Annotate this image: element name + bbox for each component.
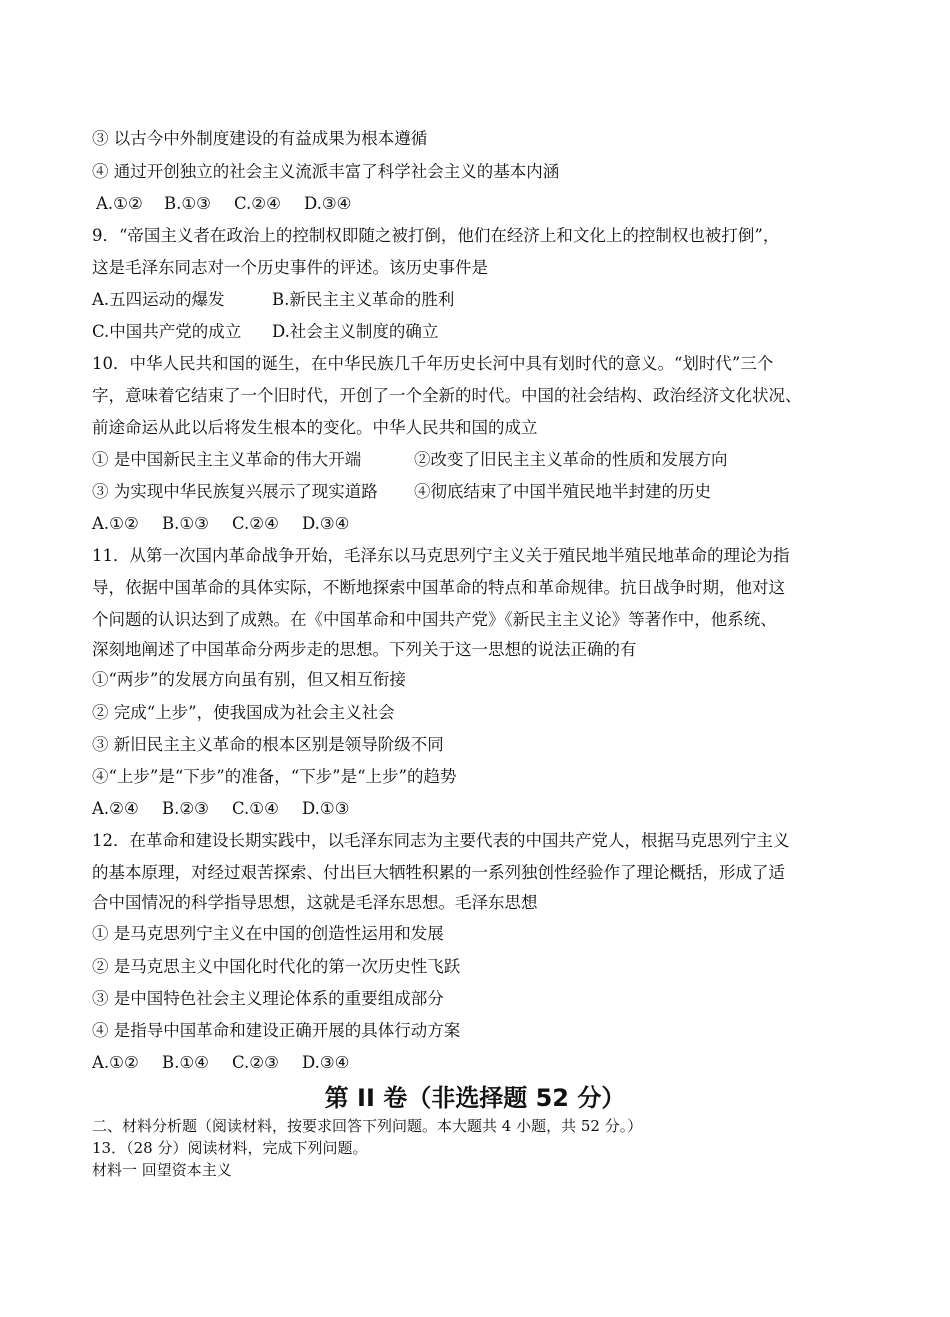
q11-item-2: ② 完成“上步”，使我国成为社会主义社会: [92, 703, 395, 722]
q10-item-2: ②改变了旧民主主义革命的性质和发展方向: [414, 450, 728, 469]
q11-option-b: B.②③: [162, 799, 209, 818]
q12-stem-line-2: 的基本原理，对经过艰苦探索、付出巨大牺牲积累的一系列独创性经验作了理论概括，形成了适: [92, 863, 785, 882]
q10-option-d: D.③④: [302, 514, 350, 533]
q12-item-2: ② 是马克思主义中国化时代化的第一次历史性飞跃: [92, 957, 461, 976]
section-2-title: 第 II 卷（非选择题 52 分）: [324, 1084, 626, 1112]
q12-item-4: ④ 是指导中国革命和建设正确开展的具体行动方案: [92, 1021, 461, 1040]
q10-stem-line-1: 10．中华人民共和国的诞生，在中华民族几千年历史长河中具有划时代的意义。“划时代”三个: [92, 354, 774, 373]
q9-option-a: A.五四运动的爆发: [92, 290, 225, 309]
q12-stem-line-1: 12．在革命和建设长期实践中，以毛泽东同志为主要代表的中国共产党人，根据马克思列宁主义: [92, 831, 790, 850]
q10-option-a: A.①②: [92, 514, 139, 533]
q11-stem-line-1: 11．从第一次国内革命战争开始，毛泽东以马克思列宁主义关于殖民地半殖民地革命的理论为指: [92, 546, 790, 565]
q9-stem-line-2: 这是毛泽东同志对一个历史事件的评述。该历史事件是: [92, 258, 488, 277]
q11-item-3: ③ 新旧民主主义革命的根本区别是领导阶级不同: [92, 735, 444, 754]
q12-option-c: C.②③: [232, 1053, 279, 1072]
q11-option-d: D.①③: [302, 799, 350, 818]
q10-item-1: ① 是中国新民主主义革命的伟大开端: [92, 450, 362, 469]
q10-options: [92, 514, 349, 534]
q12-option-d: D.③④: [302, 1053, 350, 1072]
q12-options: [92, 1053, 349, 1073]
q9-option-c: C.中国共产党的成立: [92, 322, 242, 341]
q8-option-c: C.②④: [234, 194, 281, 213]
q10-item-4: ④彻底结束了中国半殖民地半封建的历史: [414, 482, 711, 501]
q11-option-c: C.①④: [232, 799, 279, 818]
q12-item-3: ③ 是中国特色社会主义理论体系的重要组成部分: [92, 989, 444, 1008]
q13-stem: 13．（28 分）阅读材料，完成下列问题。: [92, 1139, 368, 1157]
q8-option-b: B.①③: [164, 194, 211, 213]
q8-item-4: ④ 通过开创独立的社会主义流派丰富了科学社会主义的基本内涵: [92, 162, 560, 181]
q10-option-b: B.①③: [162, 514, 209, 533]
q11-options: [92, 799, 349, 819]
q11-stem-line-4: 深刻地阐述了中国革命分两步走的思想。下列关于这一思想的说法正确的有: [92, 640, 637, 659]
material-1-heading: 材料一 回望资本主义: [92, 1161, 232, 1179]
section-2-instruction: 二、材料分析题（阅读材料，按要求回答下列问题。本大题共 4 小题，共 52 分。）: [92, 1117, 643, 1135]
q11-stem-line-3: 个问题的认识达到了成熟。在《中国革命和中国共产党》《新民主主义论》等著作中，他系统、: [92, 610, 777, 629]
q8-option-a: A.①②: [96, 194, 143, 213]
q11-item-4: ④“上步”是“下步”的准备，“下步”是“上步”的趋势: [92, 767, 457, 786]
q12-stem-line-3: 合中国情况的科学指导思想，这就是毛泽东思想。毛泽东思想: [92, 893, 538, 912]
q9-stem-line-1: 9．“帝国主义者在政治上的控制权即随之被打倒，他们在经济上和文化上的控制权也被打倒”，: [92, 226, 780, 245]
q10-stem-line-2: 字，意味着它结束了一个旧时代，开创了一个全新的时代。中国的社会结构、政治经济文化状况、: [92, 386, 802, 405]
q10-stem-line-3: 前途命运从此以后将发生根本的变化。中华人民共和国的成立: [92, 418, 538, 437]
q11-option-a: A.②④: [92, 799, 139, 818]
q11-stem-line-2: 导，依据中国革命的具体实际，不断地探索中国革命的特点和革命规律。抗日战争时期，他对这: [92, 578, 785, 597]
q11-item-1: ①“两步”的发展方向虽有别，但又相互衔接: [92, 670, 406, 689]
q12-option-b: B.①④: [162, 1053, 209, 1072]
q9-option-b: B.新民主主义革命的胜利: [272, 290, 455, 309]
q9-option-d: D.社会主义制度的确立: [272, 322, 439, 341]
q12-option-a: A.①②: [92, 1053, 139, 1072]
q10-item-3: ③ 为实现中华民族复兴展示了现实道路: [92, 482, 378, 501]
q8-option-d: D.③④: [304, 194, 352, 213]
q8-options: [96, 194, 351, 214]
q10-option-c: C.②④: [232, 514, 279, 533]
q12-item-1: ① 是马克思列宁主义在中国的创造性运用和发展: [92, 924, 444, 943]
q8-item-3: ③ 以古今中外制度建设的有益成果为根本遵循: [92, 129, 428, 148]
